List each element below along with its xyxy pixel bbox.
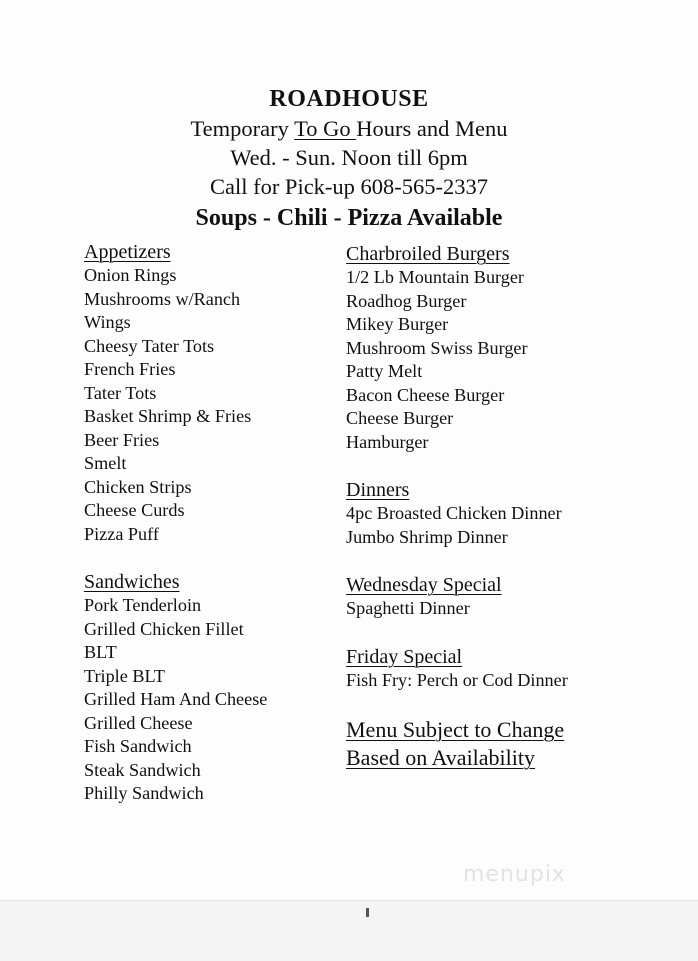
to-go-text: To Go [294,116,357,141]
restaurant-name: ROADHOUSE [269,86,429,112]
menu-item: Basket Shrimp & Fries [84,406,252,426]
appetizers-title: Appetizers [84,241,171,263]
right-column [346,242,568,772]
menu-item: Fish Sandwich [84,736,192,756]
section-spacer [346,692,568,716]
menu-item: Smelt [84,453,127,473]
menu-item: Cheesy Tater Tots [84,335,215,356]
hours-heading-prefix: Temporary [190,116,295,141]
notice-line-2: Based on Availability [346,745,536,770]
sandwiches-title: Sandwiches [84,571,180,593]
sandwiches-section [84,570,267,806]
burgers-section [346,242,568,454]
menu-item: Mikey Burger [346,314,449,334]
hours-text: Wed. - Sun. Noon till 6pm [230,145,468,170]
menu-item: Wings [84,312,131,332]
menu-item: Grilled Chicken Fillet [84,618,244,639]
menu-header [0,84,698,235]
menu-item: Pizza Puff [84,523,159,544]
left-column [84,240,267,806]
section-spacer [346,621,568,645]
menupix-watermark: menupix [463,862,566,887]
availability-text: Soups - Chili - Pizza Available [195,205,503,231]
menu-item: Mushrooms w/Ranch [84,288,241,309]
scan-mark [366,908,369,917]
notice-line-1: Menu Subject to Change [346,717,565,742]
menu-item: Tater Tots [84,382,157,403]
menu-item: Mushroom Swiss Burger [346,337,528,358]
menu-item: French Fries [84,359,176,379]
friday-special-section [346,645,568,693]
dinners-section [346,478,568,549]
menu-item: BLT [84,642,117,662]
menu-item: Onion Rings [84,265,177,285]
menu-item: Philly Sandwich [84,783,204,803]
section-spacer [84,546,267,570]
wednesday-special-section [346,573,568,621]
menu-item: Spaghetti Dinner [346,598,470,618]
hours-heading [0,114,698,143]
availability-notice [346,716,568,772]
menu-item: Roadhog Burger [346,290,467,311]
burgers-title: Charbroiled Burgers [346,243,510,265]
appetizers-section [84,240,267,546]
menu-item: Bacon Cheese Burger [346,384,505,405]
dinners-title: Dinners [346,479,410,501]
menu-item: Jumbo Shrimp Dinner [346,526,508,547]
wednesday-special-title: Wednesday Special [346,574,502,596]
friday-special-title: Friday Special [346,645,463,668]
section-spacer [346,549,568,573]
menu-item: Triple BLT [84,665,166,686]
hours-heading-suffix: Hours and Menu [356,116,508,141]
menu-item: Hamburger [346,431,429,452]
menu-item: Cheese Curds [84,500,185,520]
menu-item: Cheese Burger [346,408,454,428]
menu-item: Patty Melt [346,361,423,381]
menu-item: Chicken Strips [84,476,192,497]
menu-item: Pork Tenderloin [84,595,202,615]
menu-item: 4pc Broasted Chicken Dinner [346,503,562,523]
pickup-phone-text: Call for Pick-up 608-565-2337 [209,174,489,199]
menu-item: Steak Sandwich [84,759,201,780]
menu-item: Grilled Cheese [84,712,193,733]
menu-item: Grilled Ham And Cheese [84,689,268,709]
page-bottom-edge [0,900,698,961]
menu-item: 1/2 Lb Mountain Burger [346,267,524,287]
section-spacer [346,454,568,478]
menu-item: Fish Fry: Perch or Cod Dinner [346,669,568,690]
menu-item: Beer Fries [84,429,160,450]
